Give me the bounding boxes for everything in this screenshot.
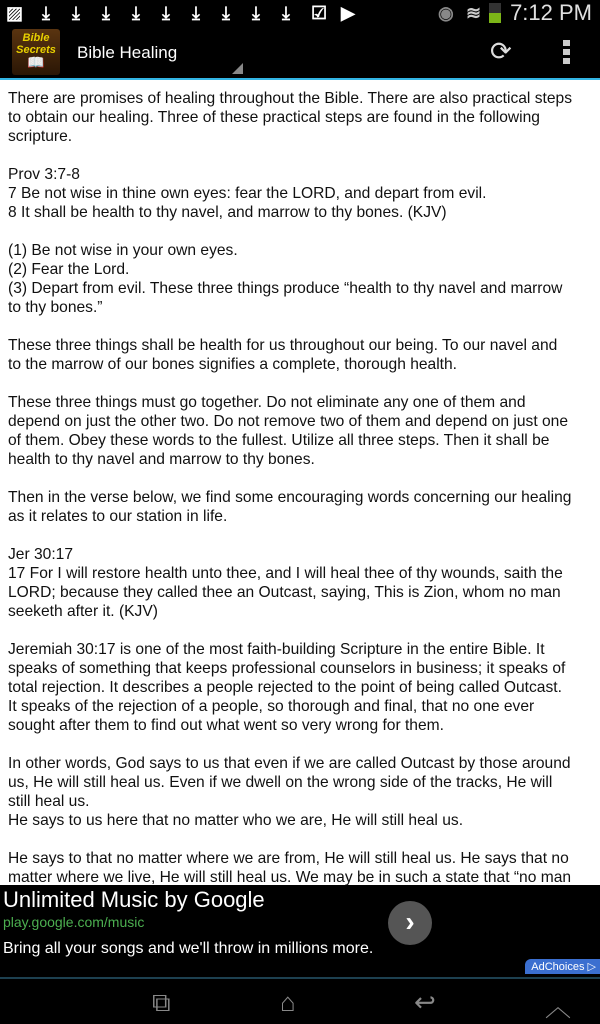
text-line: LORD; because they called thee an Outcast, saying, This is Zion, whom no man [8, 584, 561, 601]
eye-icon: ◉ [438, 3, 454, 23]
text-line: to obtain our healing. Three of these practical steps are found in the following [8, 109, 540, 126]
text-line: scripture. [8, 128, 73, 145]
text-line: In other words, God says to us that even if we are called Outcast by those around [8, 755, 571, 772]
ad-description: Bring all your songs and we'll throw in millions more. [3, 940, 374, 957]
text-line: 7 Be not wise in thine own eyes: fear the LORD, and depart from evil. [8, 185, 487, 202]
download-icon: ⤓ [192, 3, 200, 23]
text-line: of them. Obey these words to the fullest. Utilize all three steps. Then it shall be [8, 432, 550, 449]
ad-url[interactable]: play.google.com/music [3, 914, 145, 930]
text-line: matter where we live, He will still heal us. We may be in such a state that “no man [8, 869, 572, 885]
wifi-icon: ≋ [466, 3, 482, 23]
text-line: (1) Be not wise in your own eyes. [8, 242, 238, 259]
dropdown-indicator-icon[interactable] [232, 63, 243, 74]
text-line: 8 It shall be health to thy navel, and marrow to thy bones. (KJV) [8, 204, 447, 221]
text-line: still heal us. [8, 793, 90, 810]
download-icon: ⤓ [132, 3, 140, 23]
refresh-icon[interactable]: ⟳ [490, 36, 512, 66]
text-line: health to thy navel and marrow to thy bones. [8, 451, 315, 468]
chevron-up-icon[interactable]: ︿ [545, 992, 572, 1022]
text-line [8, 222, 598, 241]
play-store-icon: ▶ [341, 3, 355, 23]
text-line: sought after them to find out what went so very wrong for them. [8, 717, 444, 734]
download-icon: ⤓ [162, 3, 170, 23]
text-line: (3) Depart from evil. These three things produce “health to thy navel and marrow [8, 280, 563, 297]
text-line: us, He will still heal us. Even if we dwell on the wrong side of the tracks, He will [8, 774, 553, 791]
text-line: 17 For I will restore health unto thee, and I will heal thee of thy wounds, saith the [8, 565, 563, 582]
download-icon: ⤓ [72, 3, 80, 23]
battery-icon [489, 3, 501, 23]
download-icon: ⤓ [42, 3, 50, 23]
clock: 7:12 PM [510, 0, 592, 25]
overflow-menu-icon[interactable] [563, 40, 570, 67]
text-line: He says to us here that no matter who we are, He will still heal us. [8, 812, 464, 829]
text-line: to the marrow of our bones signifies a complete, thorough health. [8, 356, 458, 373]
text-line [8, 526, 598, 545]
page-title[interactable]: Bible Healing [77, 43, 178, 62]
text-line: Jer 30:17 [8, 546, 74, 563]
text-line: These three things shall be health for us throughout our being. To our navel and [8, 337, 558, 354]
text-line: Jeremiah 30:17 is one of the most faith-building Scripture in the entire Bible. It [8, 641, 545, 658]
ad-banner[interactable] [0, 885, 600, 979]
article-text [8, 89, 598, 885]
text-line [8, 317, 598, 336]
text-line: It speaks of the rejection of a people, so thorough and final, that no one ever [8, 698, 535, 715]
status-bar [0, 0, 600, 26]
text-line: These three things must go together. Do not eliminate any one of them and [8, 394, 526, 411]
download-icon: ⤓ [102, 3, 110, 23]
recent-apps-icon[interactable]: ⧉ [152, 987, 171, 1017]
download-icon: ⤓ [252, 3, 260, 23]
text-line [8, 146, 598, 165]
text-line: Then in the verse below, we find some encouraging words concerning our healing [8, 489, 572, 506]
text-line: Prov 3:7-8 [8, 166, 80, 183]
action-bar [0, 26, 600, 80]
text-line [8, 621, 598, 640]
ad-title[interactable]: Unlimited Music by Google [3, 887, 265, 912]
text-line [8, 830, 598, 849]
chevron-right-icon[interactable]: › [388, 901, 432, 945]
text-line: (2) Fear the Lord. [8, 261, 130, 278]
download-icon: ⤓ [282, 3, 290, 23]
text-line: total rejection. It describes a people rejected to the point of being called Outcast. [8, 679, 562, 696]
play-store-check-icon: ☑ [311, 3, 328, 23]
text-line: speaks of something that keeps professional counselors in business; it speaks of [8, 660, 566, 677]
adchoices-link[interactable]: AdChoices ▷ [525, 959, 600, 974]
text-line: There are promises of healing throughout the Bible. There are also practical steps [8, 90, 573, 107]
text-line [8, 374, 598, 393]
navigation-bar [0, 979, 600, 1024]
text-line [8, 735, 598, 754]
download-icon: ⤓ [222, 3, 230, 23]
app-logo[interactable]: Bible Secrets 📖 [12, 29, 60, 75]
back-icon[interactable]: ↩ [414, 987, 436, 1017]
text-line: He says to that no matter where we are from, He will still heal us. He says that no [8, 850, 569, 867]
text-line [8, 469, 598, 488]
text-line: as it relates to our station in life. [8, 508, 228, 525]
text-line: depend on just the other two. Do not remove two of them and depend on just one [8, 413, 569, 430]
text-line: seeketh after it. (KJV) [8, 603, 158, 620]
home-icon[interactable]: ⌂ [280, 987, 296, 1017]
text-line: to thy bones.” [8, 299, 103, 316]
image-icon: ▨ [6, 3, 24, 23]
